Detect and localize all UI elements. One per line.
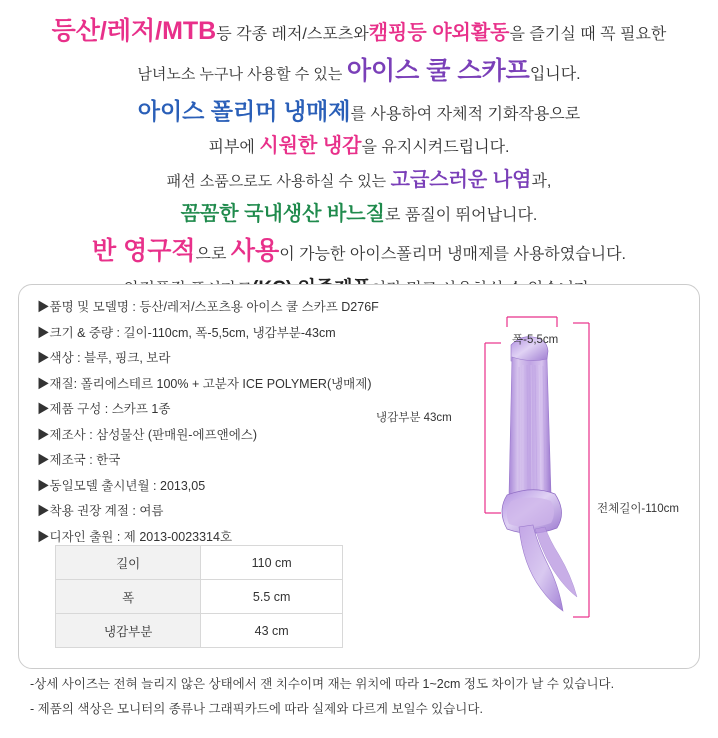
- table-cell-label: 냉감부분: [56, 614, 201, 648]
- scarf-product-photo: [449, 295, 699, 660]
- spec-panel: [18, 284, 700, 669]
- spec-item: ▶색상 : 블루, 핑크, 보라: [37, 351, 171, 365]
- table-row: [56, 580, 343, 614]
- footnote: - 제품의 색상은 모니터의 종류나 그래픽카드에 따라 실제와 다르게 보일수 있습니다.: [30, 701, 483, 716]
- headline-line7-text-2: 이 가능한 아이스폴리머 냉매제를 사용하였습니다.: [279, 246, 627, 264]
- table-cell-value: 5.5 cm: [201, 580, 343, 614]
- spec-list: [37, 301, 427, 556]
- table-cell-value: 110 cm: [201, 546, 343, 580]
- headline-line1-text-1: 등 각종 레저/스포츠와: [216, 26, 369, 43]
- table-cell-value: 43 cm: [201, 614, 343, 648]
- product-image-area: [376, 295, 699, 660]
- table-row: [56, 614, 343, 648]
- spec-item: ▶디자인 출원 : 제 2013-0023314호: [37, 529, 233, 544]
- headline-line5-text-1: 패션 소품으로도 사용하실 수 있는: [166, 173, 387, 191]
- table-cell-label: 폭: [56, 580, 201, 614]
- headline-line1-emphasis-2: 캠핑등 야외활동: [368, 22, 510, 44]
- headline-line-5: [20, 168, 698, 193]
- headline-line1-emphasis-1: 등산/레저/MTB: [51, 17, 217, 45]
- width-dimension-label: 폭-5,5cm: [512, 334, 559, 346]
- total-length-bracket: [573, 323, 589, 617]
- headline-line6-emphasis: 꼼꼼한 국내생산 바느질: [180, 203, 385, 226]
- spec-item: ▶제품 구성 : 스카프 1종: [37, 402, 171, 416]
- spec-item: ▶제조국 : 한국: [37, 453, 121, 467]
- cooling-length-bracket: [485, 343, 501, 513]
- headline-line4-emphasis: 시원한 냉감: [259, 135, 362, 158]
- spec-item: ▶동일모델 출시년월 : 2013,05: [37, 478, 206, 493]
- headline-line2-emphasis: 아이스 쿨 스카프: [346, 57, 530, 86]
- cooling-length-dimension-label: 냉감부분 43cm: [376, 412, 452, 424]
- headline-line4-text-1: 피부에: [208, 139, 255, 157]
- headline-line1-text-2: 을 즐기실 때 꼭 필요한: [509, 26, 667, 43]
- headline-line-1: [20, 16, 698, 47]
- headline-line-2: [20, 56, 698, 87]
- headline-line5-emphasis: 고급스러운 나염: [390, 169, 532, 192]
- headline-line7-text-1: 으로: [195, 246, 227, 264]
- total-length-dimension-label: 전체길이-110cm: [597, 503, 679, 515]
- table-row: [56, 546, 343, 580]
- spec-item: ▶착용 권장 계절 : 여름: [37, 504, 164, 518]
- spec-item: ▶재질: 폴리에스테르 100% + 고분자 ICE POLYMER(냉매제): [37, 376, 372, 391]
- spec-item: ▶제조사 : 삼성물산 (판매원-에프앤에스): [37, 427, 258, 442]
- spec-item: ▶크기 & 중량 : 길이-110cm, 폭-5,5cm, 냉감부분-43cm: [37, 325, 336, 340]
- headline-line7-emphasis-2: 사용: [230, 237, 280, 266]
- headline-line4-text-2: 을 유지시켜드립니다.: [361, 139, 510, 157]
- headline-line5-text-2: 과,: [531, 173, 552, 191]
- headline-line2-text-1: 남녀노소 누구나 사용할 수 있는: [137, 66, 343, 84]
- spec-item: ▶품명 및 모델명 : 등산/레저/스포츠용 아이스 쿨 스카프 D276F: [37, 300, 379, 314]
- headline-block: [0, 0, 718, 300]
- headline-line6-text: 로 품질이 뛰어납니다.: [384, 207, 538, 225]
- table-cell-label: 길이: [56, 546, 201, 580]
- headline-line-6: [20, 202, 698, 227]
- size-table: [55, 545, 343, 648]
- width-dimension-bracket: [507, 317, 557, 327]
- headline-line7-emphasis-1: 반 영구적: [91, 237, 196, 266]
- footnote: -상세 사이즈는 전혀 늘리지 않은 상태에서 잰 치수이며 재는 위치에 따라 1~2cm 정도 차이가 날 수 있습니다.: [30, 677, 615, 691]
- footnotes-block: [30, 678, 690, 727]
- headline-line3-emphasis: 아이스 폴리머 냉매제: [137, 97, 351, 124]
- headline-line2-text-2: 입니다.: [529, 66, 581, 84]
- headline-line-3: [20, 97, 698, 126]
- headline-line-7: [20, 236, 698, 267]
- headline-line3-text: 를 사용하여 자체적 기화작용으로: [350, 105, 581, 123]
- headline-line-4: [20, 134, 698, 159]
